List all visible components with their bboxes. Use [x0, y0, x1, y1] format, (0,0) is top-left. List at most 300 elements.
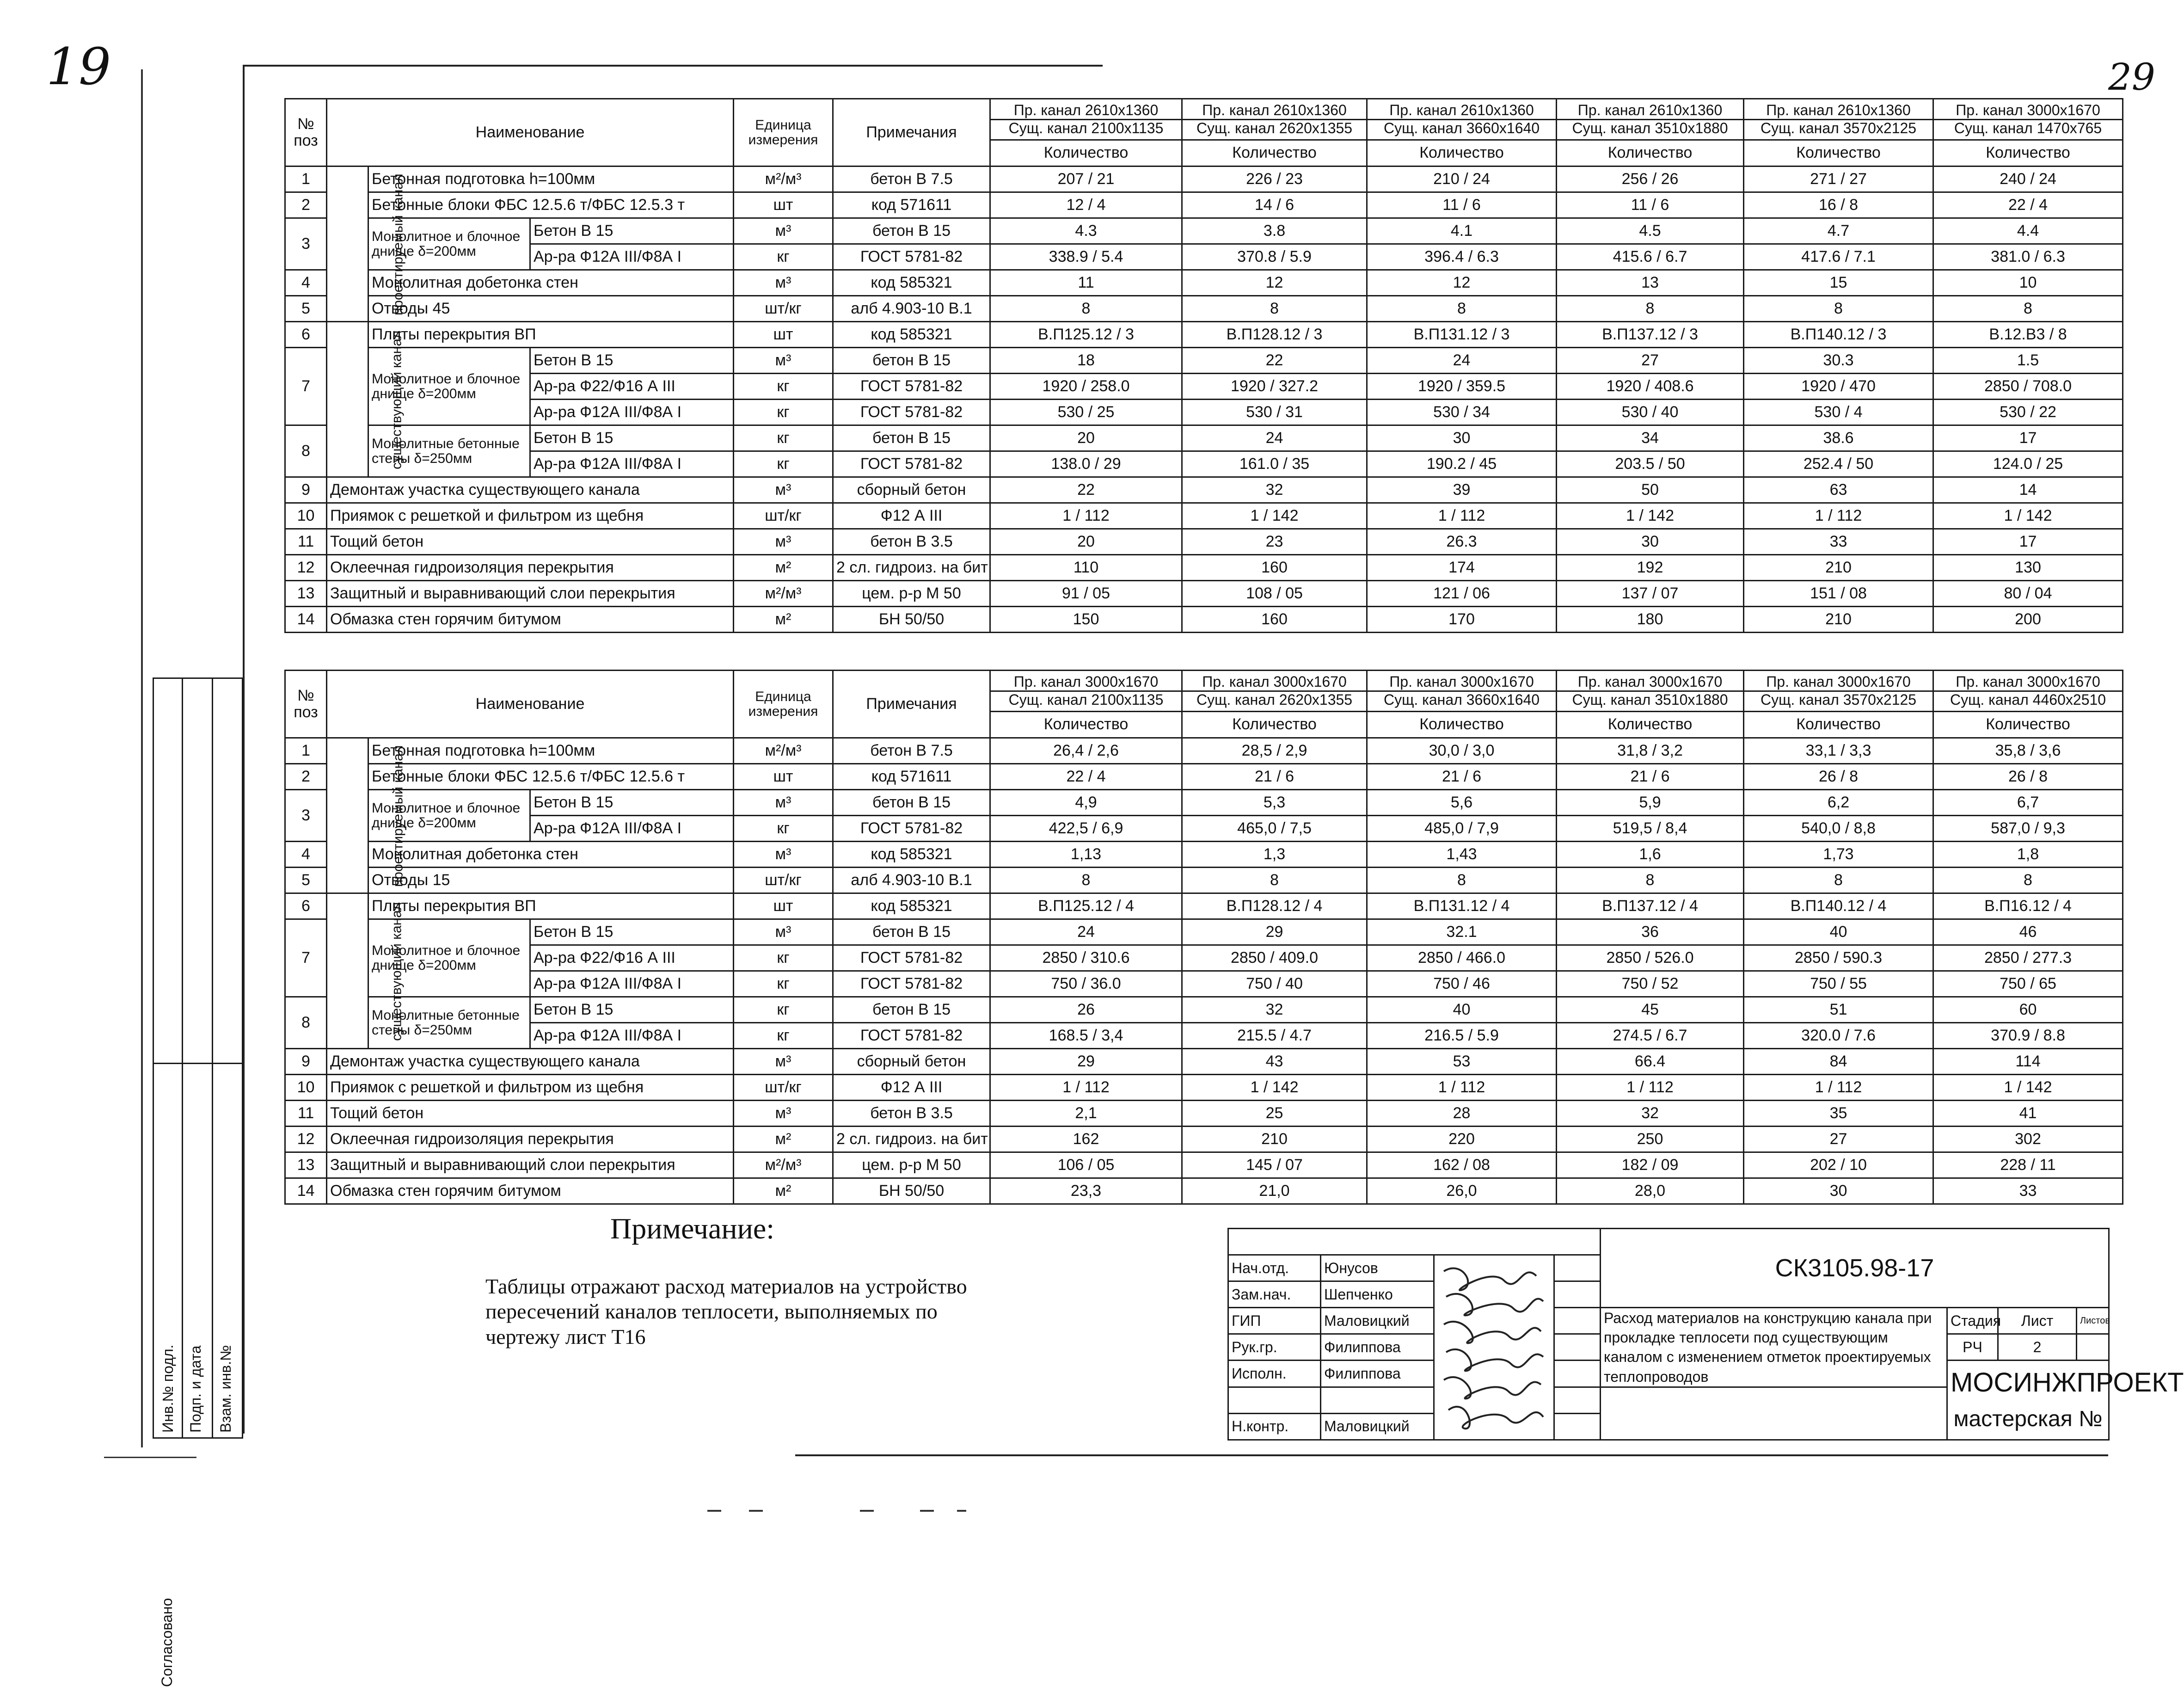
row-unit: м³ [734, 218, 833, 244]
row-value: 22 / 4 [990, 764, 1182, 790]
row-value: 1920 / 470 [1744, 374, 1933, 400]
quantity-header: Количество [1557, 140, 1744, 166]
row-pos: 6 [285, 322, 327, 348]
row-value: 91 / 05 [990, 581, 1182, 607]
row-value: 370.8 / 5.9 [1182, 244, 1367, 270]
row-value: 250 [1557, 1127, 1744, 1152]
row-value: 23,3 [990, 1178, 1182, 1204]
row-unit: кг [734, 244, 833, 270]
row-unit: м³ [734, 348, 833, 374]
group-existing [327, 322, 405, 477]
row-value: 750 / 46 [1367, 971, 1557, 997]
row-value: 2850 / 310.6 [990, 945, 1182, 971]
row-component: Бетон В 15 [530, 348, 734, 374]
note-text: Таблицы отражают расход материалов на устройство пересечений каналов теплосети, выполняемых по чертежу лист Т16 [485, 1274, 967, 1348]
table-row [285, 790, 2123, 816]
row-name: Приямок с решеткой и фильтром из щебня [327, 503, 734, 529]
row-value: 302 [1933, 1127, 2123, 1152]
row-value: 162 [990, 1127, 1182, 1152]
row-value: 22 / 4 [1933, 192, 2123, 218]
table-row [285, 581, 2123, 607]
row-pos: 5 [285, 296, 327, 322]
row-value: 21,0 [1182, 1178, 1367, 1204]
row-component: Ар-ра Ф12А III/Ф8А I [530, 971, 734, 997]
table-row [285, 1152, 2123, 1178]
row-note: бетон В 15 [833, 790, 990, 816]
row-value: 32 [1557, 1101, 1744, 1127]
row-value: 8 [990, 296, 1182, 322]
row-value: 4,9 [990, 790, 1182, 816]
row-value: В.П128.12 / 4 [1182, 893, 1367, 919]
row-value: 3.8 [1182, 218, 1367, 244]
row-value: 1,6 [1557, 842, 1744, 868]
signature-scribbles [1435, 1257, 1552, 1433]
row-value: 11 [990, 270, 1182, 296]
row-value: 80 / 04 [1933, 581, 2123, 607]
row-value: 210 [1744, 555, 1933, 581]
row-value: 202 / 10 [1744, 1152, 1933, 1178]
row-pos: 11 [285, 1101, 327, 1127]
channel-header [1182, 671, 1367, 712]
row-value: 210 / 24 [1367, 166, 1557, 192]
sheet-frame-top [243, 65, 1103, 67]
row-value: 60 [1933, 997, 2123, 1023]
sheet-frame-bottom [795, 1454, 2108, 1456]
row-value: 210 [1744, 607, 1933, 633]
scan-mark [920, 1510, 934, 1512]
row-value: 226 / 23 [1182, 166, 1367, 192]
row-value: 108 / 05 [1182, 581, 1367, 607]
row-unit: м²/м³ [734, 166, 833, 192]
row-value: 13 [1557, 270, 1744, 296]
row-value: 381.0 / 6.3 [1933, 244, 2123, 270]
header-pos: № поз [285, 99, 327, 166]
row-value: 8 [1182, 296, 1367, 322]
name-4: Филиппова [1321, 1334, 1434, 1361]
row-value: 25 [1182, 1101, 1367, 1127]
row-value: В.П131.12 / 4 [1367, 893, 1557, 919]
name-3: Маловицкий [1321, 1308, 1434, 1334]
header-unit: Единица измерения [734, 671, 833, 738]
row-value: 15 [1744, 270, 1933, 296]
row-value: 8 [1933, 868, 2123, 893]
role-2: Зам.нач. [1228, 1281, 1321, 1308]
row-note: бетон В 7.5 [833, 166, 990, 192]
row-note: ГОСТ 5781-82 [833, 971, 990, 997]
strip-label-inv: Инв.№ подл. [160, 1344, 176, 1433]
row-note: 2 сл. гидроиз. на бит [833, 1127, 990, 1152]
channel-header [1744, 671, 1933, 712]
table-row [285, 1023, 2123, 1049]
row-pos: 11 [285, 529, 327, 555]
row-value: 121 / 06 [1367, 581, 1557, 607]
row-value: 24 [990, 919, 1182, 945]
row-value: 46 [1933, 919, 2123, 945]
table-row [285, 296, 2123, 322]
row-value: 8 [1367, 868, 1557, 893]
row-note: бетон В 3.5 [833, 1101, 990, 1127]
strip-label-replace: Взам. инв.№ [217, 1345, 234, 1433]
scan-mark [957, 1510, 966, 1512]
row-value: 130 [1933, 555, 2123, 581]
row-value: 31,8 / 3,2 [1557, 738, 1744, 764]
row-value: 1 / 142 [1557, 503, 1744, 529]
row-unit: шт [734, 764, 833, 790]
table-row [285, 868, 2123, 893]
name-1: Юнусов [1321, 1255, 1434, 1281]
table-row [285, 529, 2123, 555]
table-row [285, 425, 2123, 451]
row-value: 2850 / 708.0 [1933, 374, 2123, 400]
row-value: 1 / 142 [1182, 503, 1367, 529]
row-value: 170 [1367, 607, 1557, 633]
channel-header [1182, 99, 1367, 140]
row-value: 192 [1557, 555, 1744, 581]
row-value: 256 / 26 [1557, 166, 1744, 192]
row-name: Обмазка стен горячим битумом [327, 1178, 734, 1204]
row-note: ГОСТ 5781-82 [833, 945, 990, 971]
row-pos: 9 [285, 477, 327, 503]
row-pos: 1 [285, 738, 327, 764]
table-row [285, 374, 2123, 400]
row-unit: м²/м³ [734, 1152, 833, 1178]
row-value: 40 [1744, 919, 1933, 945]
group-existing-label: существующий канал [389, 330, 405, 469]
signatures [1434, 1255, 1554, 1440]
channel-header [1933, 99, 2123, 140]
row-note: бетон В 15 [833, 218, 990, 244]
row-unit: кг [734, 816, 833, 842]
row-value: 530 / 31 [1182, 400, 1367, 425]
row-unit: шт/кг [734, 868, 833, 893]
channel-existing: Сущ. канал 2620х1355 [1183, 690, 1366, 708]
row-value: В.П140.12 / 4 [1744, 893, 1933, 919]
binding-line [141, 69, 143, 1447]
channel-header [1557, 99, 1744, 140]
row-value: 21 / 6 [1182, 764, 1367, 790]
row-name: Тощий бетон [327, 529, 734, 555]
row-name: Монолитное и блочное днище δ=200мм [368, 919, 530, 997]
channel-projected: Пр. канал 2610х1360 [1202, 102, 1347, 119]
sheets-label: Листов [2077, 1308, 2109, 1334]
row-value: 8 [1744, 868, 1933, 893]
row-value: 8 [990, 868, 1182, 893]
row-value: 8 [1744, 296, 1933, 322]
row-unit: кг [734, 945, 833, 971]
table-row [285, 166, 2123, 192]
row-value: 1 / 112 [1367, 1075, 1557, 1101]
row-value: 750 / 52 [1557, 971, 1744, 997]
row-value: 23 [1182, 529, 1367, 555]
note-title: Примечание: [610, 1212, 775, 1245]
row-value: 11 / 6 [1557, 192, 1744, 218]
row-value: 2850 / 526.0 [1557, 945, 1744, 971]
table-row [285, 919, 2123, 945]
row-unit: м² [734, 607, 833, 633]
scan-mark [707, 1510, 721, 1512]
row-value: 8 [1557, 296, 1744, 322]
row-name: Монолитные бетонные стены δ=250мм [368, 997, 530, 1049]
stage-label: Стадия [1947, 1308, 1998, 1334]
row-pos: 1 [285, 166, 327, 192]
row-component: Бетон В 15 [530, 425, 734, 451]
row-value: 750 / 65 [1933, 971, 2123, 997]
scan-mark [749, 1510, 763, 1512]
row-name: Монолитное и блочное днище δ=200мм [368, 218, 530, 270]
row-unit: кг [734, 400, 833, 425]
row-note: ГОСТ 5781-82 [833, 374, 990, 400]
row-value: 45 [1557, 997, 1744, 1023]
strip-label-sign: Подп. и дата [187, 1345, 204, 1433]
row-note: цем. р-р М 50 [833, 581, 990, 607]
header-name: Наименование [327, 671, 734, 738]
row-value: 32 [1182, 477, 1367, 503]
channel-projected: Пр. канал 2610х1360 [1389, 102, 1534, 119]
row-value: 1 / 112 [1744, 503, 1933, 529]
quantity-header: Количество [1933, 712, 2123, 738]
row-value: 4.4 [1933, 218, 2123, 244]
name-2: Шепченко [1321, 1281, 1434, 1308]
row-value: 8 [1557, 868, 1744, 893]
row-value: 29 [1182, 919, 1367, 945]
row-unit: м³ [734, 270, 833, 296]
row-unit: шт [734, 192, 833, 218]
title-block [1227, 1228, 2184, 1441]
drawing-code: СК3105.98-17 [1601, 1229, 2109, 1308]
row-note: ГОСТ 5781-82 [833, 451, 990, 477]
row-value: 20 [990, 529, 1182, 555]
row-component: Бетон В 15 [530, 997, 734, 1023]
row-pos: 10 [285, 1075, 327, 1101]
row-value: 530 / 34 [1367, 400, 1557, 425]
row-value: 160 [1182, 555, 1367, 581]
org-name: МОСИНЖПРОЕКТ [1951, 1367, 2184, 1398]
row-value: 26,0 [1367, 1178, 1557, 1204]
row-name: Тощий бетон [327, 1101, 734, 1127]
row-pos: 6 [285, 893, 327, 919]
table-row [285, 842, 2123, 868]
row-unit: кг [734, 1023, 833, 1049]
row-value: 228 / 11 [1933, 1152, 2123, 1178]
table-row [285, 945, 2123, 971]
row-component: Ар-ра Ф12А III/Ф8А I [530, 244, 734, 270]
row-value: 32 [1182, 997, 1367, 1023]
row-value: 14 / 6 [1182, 192, 1367, 218]
row-value: 84 [1744, 1049, 1933, 1075]
row-unit: м³ [734, 919, 833, 945]
row-value: 207 / 21 [990, 166, 1182, 192]
row-note: алб 4.903-10 В.1 [833, 296, 990, 322]
row-note: код 585321 [833, 893, 990, 919]
row-pos: 7 [285, 919, 327, 997]
row-value: 26.3 [1367, 529, 1557, 555]
row-note: бетон В 7.5 [833, 738, 990, 764]
row-value: В.П137.12 / 3 [1557, 322, 1744, 348]
channel-existing: Сущ. канал 3660х1640 [1368, 690, 1556, 708]
row-value: 12 [1182, 270, 1367, 296]
table-row [285, 400, 2123, 425]
row-value: 750 / 55 [1744, 971, 1933, 997]
row-value: 1 / 142 [1933, 503, 2123, 529]
quantity-header: Количество [1744, 140, 1933, 166]
row-value: 530 / 22 [1933, 400, 2123, 425]
row-pos: 8 [285, 997, 327, 1049]
row-value: 18 [990, 348, 1182, 374]
strip-label-approved: Согласовано [159, 1598, 175, 1687]
name-6: Маловицкий [1321, 1413, 1434, 1440]
row-unit: м³ [734, 1101, 833, 1127]
quantity-header: Количество [1933, 140, 2123, 166]
row-value: В.12.В3 / 8 [1933, 322, 2123, 348]
table-row [285, 218, 2123, 244]
row-value: 12 [1367, 270, 1557, 296]
quantity-header: Количество [1182, 140, 1367, 166]
materials-table-1 [284, 98, 2123, 633]
channel-header [1933, 671, 2123, 712]
channel-existing: Сущ. канал 3510х1880 [1557, 690, 1743, 708]
row-unit: кг [734, 374, 833, 400]
row-value: 114 [1933, 1049, 2123, 1075]
row-note: БН 50/50 [833, 607, 990, 633]
row-value: 106 / 05 [990, 1152, 1182, 1178]
row-unit: м³ [734, 477, 833, 503]
row-name: Бетонные блоки ФБС 12.5.6 т/ФБС 12.5.6 т [368, 764, 734, 790]
row-note: БН 50/50 [833, 1178, 990, 1204]
row-value: 39 [1367, 477, 1557, 503]
row-value: 14 [1933, 477, 2123, 503]
row-value: 396.4 / 6.3 [1367, 244, 1557, 270]
row-value: 27 [1557, 348, 1744, 374]
row-value: 240 / 24 [1933, 166, 2123, 192]
row-name: Плиты перекрытия ВП [368, 322, 734, 348]
row-name: Монолитная добетонка стен [368, 842, 734, 868]
row-value: 22 [1182, 348, 1367, 374]
row-value: 21 / 6 [1367, 764, 1557, 790]
row-value: 1,8 [1933, 842, 2123, 868]
header-note: Примечания [833, 99, 990, 166]
row-value: 32.1 [1367, 919, 1557, 945]
row-value: 540,0 / 8,8 [1744, 816, 1933, 842]
row-note: Ф12 А III [833, 1075, 990, 1101]
row-value: 4.1 [1367, 218, 1557, 244]
row-value: 30 [1744, 1178, 1933, 1204]
row-pos: 7 [285, 348, 327, 425]
table-row [285, 1101, 2123, 1127]
row-value: 30,0 / 3,0 [1367, 738, 1557, 764]
row-note: ГОСТ 5781-82 [833, 1023, 990, 1049]
row-value: 162 / 08 [1367, 1152, 1557, 1178]
header-name: Наименование [327, 99, 734, 166]
row-unit: шт/кг [734, 296, 833, 322]
sheet-label: Лист [1998, 1308, 2077, 1334]
table-row [285, 1049, 2123, 1075]
row-value: 1 / 142 [1933, 1075, 2123, 1101]
row-unit: м² [734, 1178, 833, 1204]
name-5: Филиппова [1321, 1361, 1434, 1387]
channel-header [1744, 99, 1933, 140]
row-value: 28,5 / 2,9 [1182, 738, 1367, 764]
channel-header [990, 671, 1182, 712]
channel-header [990, 99, 1182, 140]
row-value: 530 / 25 [990, 400, 1182, 425]
channel-existing: Сущ. канал 3510х1880 [1557, 119, 1743, 136]
row-pos: 3 [285, 790, 327, 842]
row-value: 27 [1744, 1127, 1933, 1152]
channel-header [1557, 671, 1744, 712]
table-row [285, 1075, 2123, 1101]
table-row [285, 738, 2123, 764]
row-unit: м² [734, 1127, 833, 1152]
row-value: 150 [990, 607, 1182, 633]
row-pos: 10 [285, 503, 327, 529]
row-value: 36 [1557, 919, 1744, 945]
row-value: 750 / 40 [1182, 971, 1367, 997]
quantity-header: Количество [1182, 712, 1367, 738]
table-row [285, 971, 2123, 997]
row-value: 587,0 / 9,3 [1933, 816, 2123, 842]
row-value: 43 [1182, 1049, 1367, 1075]
row-note: 2 сл. гидроиз. на бит [833, 555, 990, 581]
row-unit: м³ [734, 1049, 833, 1075]
row-value: 271 / 27 [1744, 166, 1933, 192]
channel-projected: Пр. канал 3000х1670 [1389, 673, 1534, 690]
row-note: код 585321 [833, 270, 990, 296]
row-value: 29 [990, 1049, 1182, 1075]
group-projected-label: проектируемый канал [390, 173, 406, 315]
row-value: 20 [990, 425, 1182, 451]
role-1: Нач.отд. [1228, 1255, 1321, 1281]
row-note: ГОСТ 5781-82 [833, 816, 990, 842]
scan-mark [860, 1510, 874, 1512]
row-value: 63 [1744, 477, 1933, 503]
table-row [285, 244, 2123, 270]
row-name: Демонтаж участка существующего канала [327, 1049, 734, 1075]
row-value: 1920 / 408.6 [1557, 374, 1744, 400]
row-value: 6,2 [1744, 790, 1933, 816]
row-value: В.П131.12 / 3 [1367, 322, 1557, 348]
channel-header [1367, 99, 1557, 140]
row-value: 17 [1933, 529, 2123, 555]
row-value: 210 [1182, 1127, 1367, 1152]
row-value: 28,0 [1557, 1178, 1744, 1204]
table-row [285, 816, 2123, 842]
row-value: 10 [1933, 270, 2123, 296]
row-pos: 12 [285, 1127, 327, 1152]
channel-existing: Сущ. канал 2100х1135 [991, 119, 1181, 136]
row-value: 53 [1367, 1049, 1557, 1075]
row-value: 5,6 [1367, 790, 1557, 816]
quantity-header: Количество [990, 140, 1182, 166]
row-name: Монолитное и блочное днище δ=200мм [368, 348, 530, 425]
group-existing-label: существующий канал [389, 902, 405, 1041]
row-note: код 571611 [833, 764, 990, 790]
row-value: 174 [1367, 555, 1557, 581]
row-value: 485,0 / 7,9 [1367, 816, 1557, 842]
row-value: 220 [1367, 1127, 1557, 1152]
row-value: 12 / 4 [990, 192, 1182, 218]
row-value: 1920 / 359.5 [1367, 374, 1557, 400]
row-value: В.П16.12 / 4 [1933, 893, 2123, 919]
row-unit: м³ [734, 529, 833, 555]
row-name: Отводы 45 [368, 296, 734, 322]
row-value: 35 [1744, 1101, 1933, 1127]
stage-value: РЧ [1947, 1334, 1998, 1361]
row-value: 203.5 / 50 [1557, 451, 1744, 477]
row-value: 370.9 / 8.8 [1933, 1023, 2123, 1049]
row-value: 1,13 [990, 842, 1182, 868]
row-name: Плиты перекрытия ВП [368, 893, 734, 919]
row-value: 1 / 142 [1182, 1075, 1367, 1101]
